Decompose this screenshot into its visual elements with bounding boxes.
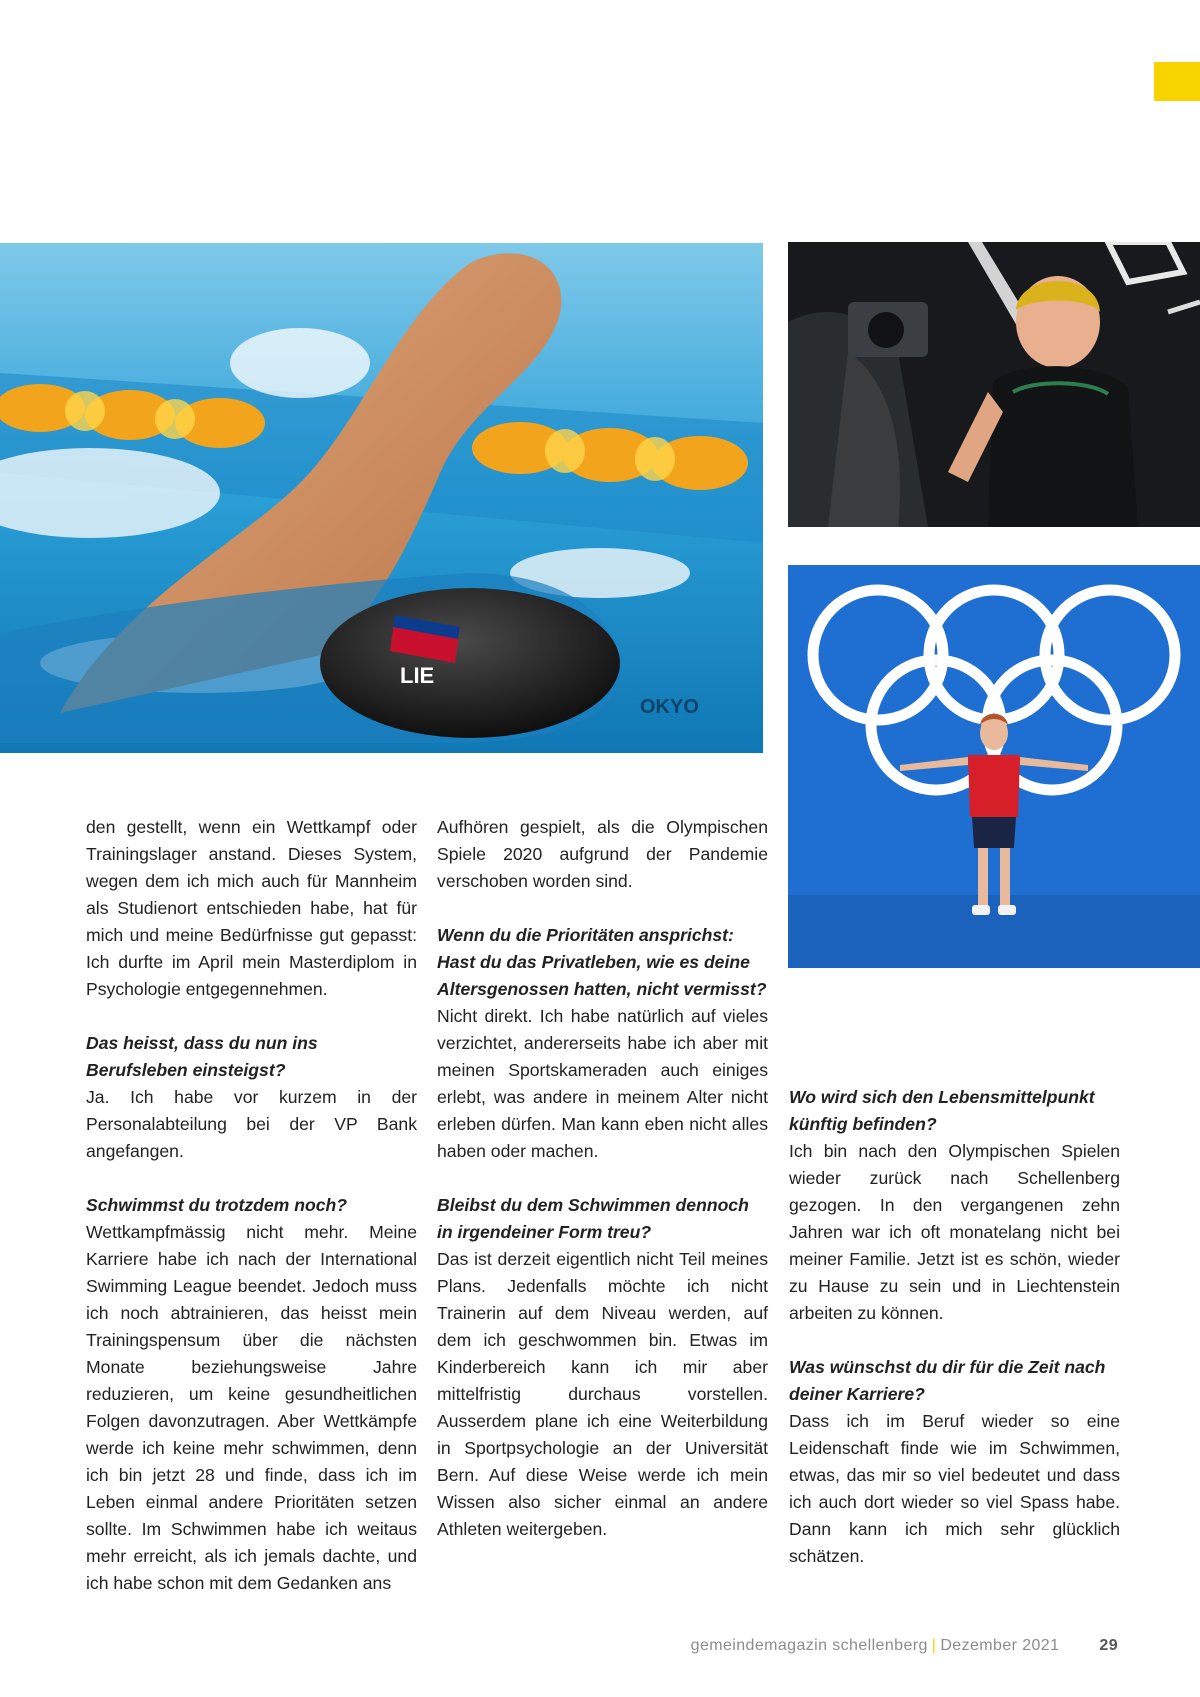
paragraph: Nicht direkt. Ich habe natürlich auf vieles verzichtet, andererseits habe ich aber mit meinen Sportskameraden auch einiges erlebt, was andere in meinem Alter nicht erleben dürfen. Man kann eben nicht alles haben oder machen. bbox=[437, 1006, 768, 1161]
text-column-2 bbox=[437, 814, 768, 1543]
interview-question: Wo wird sich den Lebensmittelpunkt künftig befinden? bbox=[789, 1087, 1095, 1134]
interview-question: Wenn du die Prioritäten ansprichst: Hast du das Privatleben, wie es deine Altersgenossen hatten, nicht vermisst? bbox=[437, 925, 767, 999]
paragraph: Ja. Ich habe vor kurzem in der Personalabteilung bei der VP Bank angefangen. bbox=[86, 1087, 417, 1161]
magazine-name: gemeindemagazin schellenberg bbox=[690, 1637, 928, 1654]
page-footer bbox=[600, 1637, 1118, 1655]
photo-tv-interview bbox=[788, 242, 1200, 527]
photo-swimmer-freestyle bbox=[0, 243, 763, 753]
interview-question: Was wünschst du dir für die Zeit nach deiner Karriere? bbox=[789, 1357, 1106, 1404]
paragraph: den gestellt, wenn ein Wettkampf oder Trainingslager anstand. Dieses System, wegen dem ich mich auch für Mannheim als Studienort entschieden habe, hat für mich und meine Bedürfnisse gut gepasst: Ich durfte im April mein Masterdiplom in Psychologie entgegennehmen. bbox=[86, 817, 417, 999]
interview-question: Schwimmst du trotzdem noch? bbox=[86, 1195, 347, 1215]
lane-edge-text: OKYO bbox=[640, 696, 699, 718]
section-color-tab bbox=[1154, 62, 1200, 101]
paragraph: Dass ich im Beruf wieder so eine Leidenschaft finde wie im Schwimmen, etwas, das mir so viel bedeutet und dass ich auch dort wieder so viel Spass habe. Dann kann ich mich sehr glücklich schätzen. bbox=[789, 1411, 1120, 1566]
interview-question: Bleibst du dem Schwimmen dennoch in irgendeiner Form treu? bbox=[437, 1195, 749, 1242]
paragraph: Ich bin nach den Olympischen Spielen wieder zurück nach Schellenberg gezogen. In den vergangenen zehn Jahren war ich oft monatelang nicht bei meiner Familie. Jetzt ist es schön, wieder zu Hause zu sein und in Liechtenstein arbeiten zu können. bbox=[789, 1141, 1120, 1323]
paragraph: Wettkampfmässig nicht mehr. Meine Karriere habe ich nach der International Swimming League beendet. Jedoch muss ich noch abtrainieren, das heisst mein Trainingspensum über die nächsten Monate beziehungsweise Jahre reduzieren, um keine gesundheitlichen Folgen davonzutragen. Aber Wettkämpfe werde ich keine mehr schwimmen, denn ich bin jetzt 28 und finde, dass ich im Leben einmal andere Prioritäten setzen sollte. Im Schwimmen habe ich weitaus mehr erreicht, als ich jemals dachte, und ich habe schon mit dem Gedanken ans bbox=[86, 1222, 417, 1593]
paragraph: Aufhören gespielt, als die Olympischen Spiele 2020 aufgrund der Pandemie verschoben worden sind. bbox=[437, 817, 768, 891]
issue-date: Dezember 2021 bbox=[940, 1637, 1060, 1654]
photo-olympic-rings bbox=[788, 565, 1200, 968]
text-column-3 bbox=[789, 1084, 1120, 1570]
swim-cap-country-text: LIE bbox=[400, 663, 435, 688]
page-number: 29 bbox=[1099, 1637, 1118, 1654]
text-column-1 bbox=[86, 814, 417, 1597]
paragraph: Das ist derzeit eigentlich nicht Teil meines Plans. Jedenfalls möchte ich nicht Trainerin auf dem Niveau werden, auf dem ich geschwommen bin. Etwas im Kinderbereich kann ich mir aber mittelfristig durchaus vorstellen. Ausserdem plane ich eine Weiterbildung in Sportpsychologie an der Universität Bern. Auf diese Weise werde ich mein Wissen also sicher einmal an andere Athleten weitergeben. bbox=[437, 1249, 768, 1539]
interview-question: Das heisst, dass du nun ins Berufsleben einsteigst? bbox=[86, 1033, 318, 1080]
footer-separator: | bbox=[931, 1637, 937, 1654]
